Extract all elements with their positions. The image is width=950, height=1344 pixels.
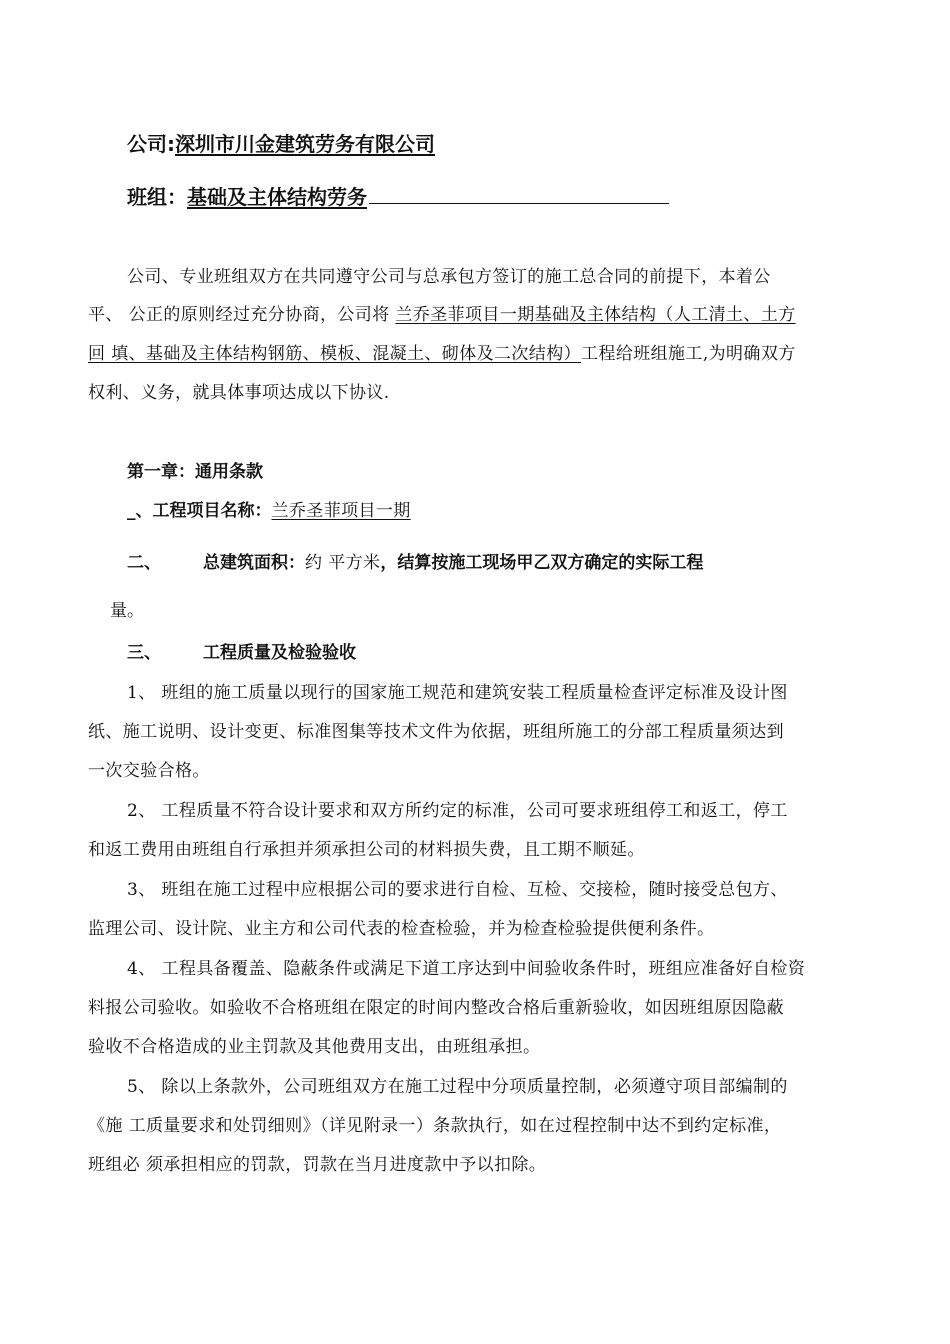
team-name: 基础及主体结构劳务 [187, 185, 367, 209]
clause-1-line-2: 纸、施工说明、设计变更、标准图集等技术文件为依据，班组所施工的分部工程质量须达到 [88, 722, 784, 742]
clause-2-line-1: 2、 工程质量不符合设计要求和双方所约定的标准，公司可要求班组停工和返工，停工 [127, 801, 788, 821]
clause-1-line-1: 1、 班组的施工质量以现行的国家施工规范和建筑安装工程质量检查评定标准及设计图 [127, 683, 788, 703]
project-scope-text-cont: 回 填、基础及主体结构钢筋、模板、混凝土、砌体及二次结构） [88, 344, 582, 364]
clause-1-line-3: 一次交验合格。 [88, 761, 210, 781]
intro-line-2 [88, 300, 796, 325]
intro-line-3-text: 工程给班组施工,为明确双方 [581, 344, 796, 364]
chapter-title: 第一章：通用条款 [127, 462, 263, 482]
item-2 [127, 548, 703, 573]
intro-line-2-text: 平、 公正的原则经过充分协商，公司将 [88, 305, 396, 325]
area-value: 约 平方米 [305, 553, 381, 573]
clause-2-line-2: 和返工费用由班组自行承担并须承担公司的材料损失费，且工期不顺延。 [88, 840, 645, 860]
clause-5-line-1: 5、 除以上条款外，公司班组双方在施工过程中分项质量控制，必须遵守项目部编制的 [127, 1077, 788, 1097]
item-2-number: 二、 [127, 553, 161, 573]
intro-line-3 [88, 339, 796, 364]
clause-3-line-2: 监理公司、设计院、业主方和公司代表的检查检验，并为检查检验提供便利条件。 [88, 919, 715, 939]
company-label: 公司: [127, 132, 175, 156]
intro-line-4: 权利、义务，就具体事项达成以下协议. [88, 383, 390, 403]
project-name: 兰乔圣菲项目一期 [271, 501, 411, 521]
item-3 [127, 638, 356, 663]
clause-4-line-1: 4、 工程具备覆盖、隐蔽条件或满足下道工序达到中间验收条件时，班组应准备好自检资 [127, 959, 806, 979]
company-name: 深圳市川金建筑劳务有限公司 [175, 132, 435, 156]
company-line [127, 128, 435, 157]
clause-4-line-3: 验收不合格造成的业主罚款及其他费用支出，由班组承担。 [88, 1037, 541, 1057]
item-3-number: 三、 [127, 643, 161, 663]
clause-5-line-3: 班组必 须承担相应的罚款，罚款在当月进度款中予以扣除。 [88, 1155, 547, 1175]
team-blank-line [369, 183, 669, 204]
item-1-label: _、工程项目名称： [127, 501, 272, 521]
team-line [127, 181, 669, 210]
intro-line-1: 公司、专业班组双方在共同遵守公司与总承包方签订的施工总合同的前提下，本着公 [127, 267, 771, 287]
item-2-continuation: 量。 [110, 601, 144, 621]
item-2-label: 总建筑面积： [203, 553, 305, 573]
clause-4-line-2: 料报公司验收。如验收不合格班组在限定的时间内整改合格后重新验收，如因班组原因隐蔽 [88, 998, 784, 1018]
item-3-label: 工程质量及检验验收 [203, 643, 356, 663]
project-scope-text: 兰乔圣菲项目一期基础及主体结构（人工清土、土方 [395, 305, 796, 325]
clause-3-line-1: 3、 班组在施工过程中应根据公司的要求进行自检、互检、交接检，随时接受总包方、 [127, 880, 788, 900]
item-1 [127, 496, 411, 521]
clause-5-line-2: 《施 工质量要求和处罚细则》（详见附录一）条款执行，如在过程控制中达不到约定标准， [88, 1116, 782, 1136]
item-2-rest: ，结算按施工现场甲乙双方确定的实际工程 [380, 553, 704, 573]
team-label: 班组： [127, 185, 187, 209]
